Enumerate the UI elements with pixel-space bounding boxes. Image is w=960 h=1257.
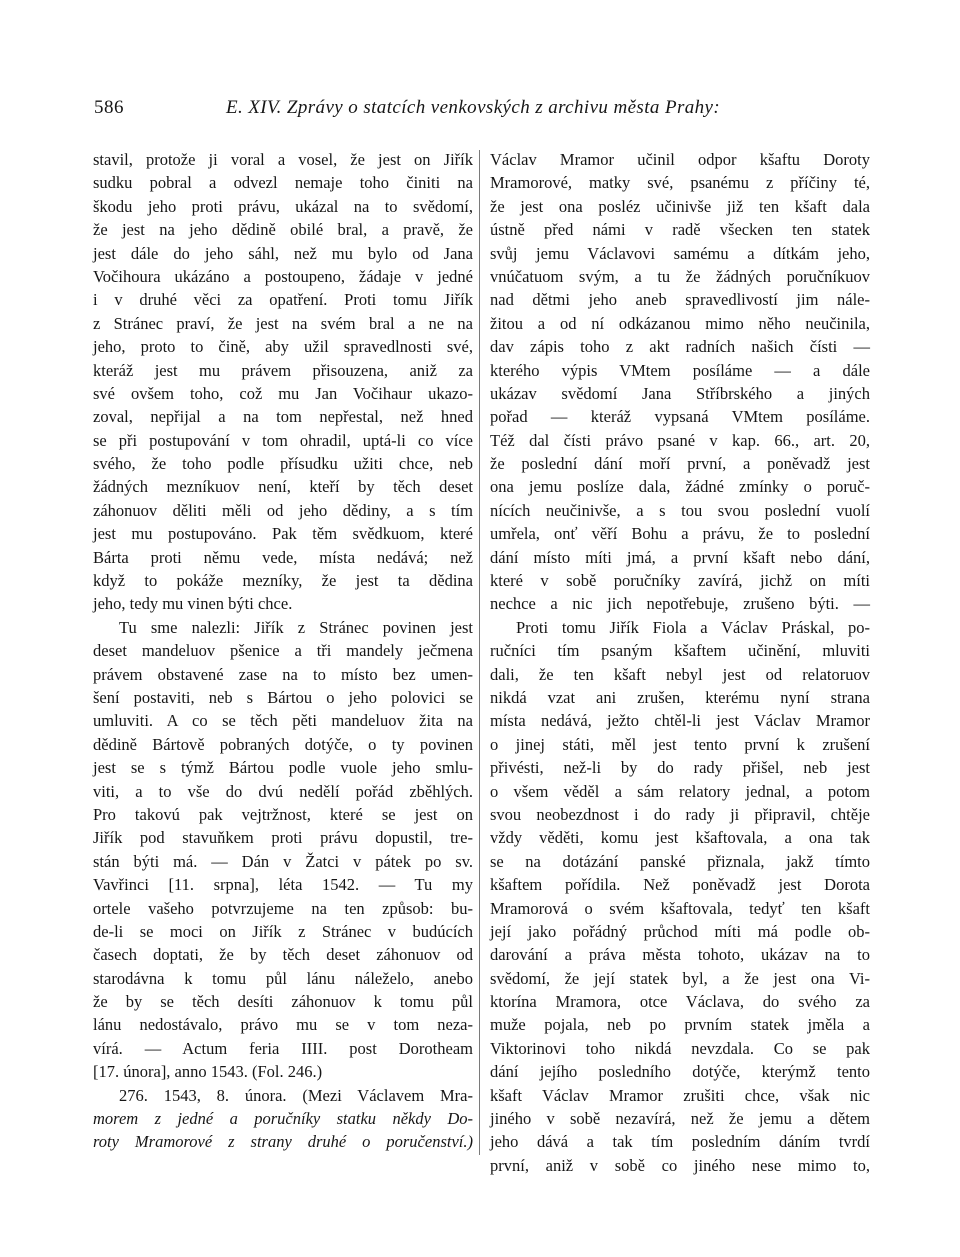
text-line: Václav Mramor učinil odpor kšaftu Doroty <box>490 150 870 169</box>
text-line: o všem věděl a sám relatory jednal, a potom <box>490 781 870 801</box>
text-line: umřela, onť věří Bohu a právu, že to poslední <box>490 524 870 544</box>
left-column <box>93 148 473 1154</box>
text-line: Vočihoura ukázáno a postoupeno, žádaje v jedné <box>93 266 473 286</box>
text-line: nechce a nic jich nepotřebuje, zrušeno býti. — <box>490 594 870 614</box>
running-title: E. XIV. Zprávy o statcích venkovských z archivu města Prahy: <box>226 97 721 118</box>
text-line: svědomí, že její statek byl, a že jest ona Vi- <box>490 968 870 988</box>
text-line: když to pokáže mezníky, že jest ta dědina <box>93 571 473 591</box>
text-line: viti, a to vše do dvú nedělí pořád zběhlých. <box>93 781 473 801</box>
text-line: dali, že ten kšaft nebyl jest od relatoruov <box>490 664 870 684</box>
text-line: jeho dává a tak tím posledním dáním tvrdí <box>490 1132 870 1152</box>
text-line: Tu sme nalezli: Jiřík z Stránec povinen jest <box>119 617 473 637</box>
page-number: 586 <box>94 97 124 118</box>
text-line: že by se těch desíti záhonuov k tomu půl <box>93 992 473 1012</box>
text-line: právem obstavené zase na to místo bez umen- <box>93 664 473 684</box>
text-line: morem z jedné a poručníky statku někdy Do- <box>93 1109 473 1129</box>
text-line: de-li se moci on Jiřík z Stránec v budúcích <box>93 921 473 941</box>
text-line: Proti tomu Jiřík Fiola a Václav Práskal, po- <box>516 617 870 637</box>
text-line: darování a práva města tohoto, ukázav na to <box>490 945 870 965</box>
text-line: deset mandeluov pšenice a tři mandely ječmena <box>93 641 473 661</box>
text-line: dání místo míti jmá, a první kšaft nebo dání, <box>490 547 870 567</box>
text-line: ona jemu poslíze dala, žádné zmínky o poruč- <box>490 477 870 497</box>
text-line: stavil, protože ji voral a vosel, že jest on Jiřík <box>93 150 473 169</box>
text-line: šení postaviti, neb s Bártou o jeho polovici se <box>93 687 473 707</box>
text-line: vždy věděti, komu jest kšaftovala, a ona tak <box>490 828 870 848</box>
text-line: stán býti má. — Dán v Žatci v pátek po sv. <box>93 851 473 871</box>
text-line: žádných mezníkuov není, kteří by těch deset <box>93 477 473 497</box>
text-line: vnúčatuom svým, a tu že žádných poručníkuov <box>490 266 870 286</box>
text-line: z Stránec praví, že jest na svém bral a ne na <box>93 313 473 333</box>
text-line: jiného v sobě nezavírá, než že jemu a dětem <box>490 1109 870 1129</box>
text-line: lánu nedostávalo, právo mu se v tom neza- <box>93 1015 473 1035</box>
text-line: [17. února], anno 1543. (Fol. 246.) <box>93 1062 323 1082</box>
text-line: Jiřík pod stavuňkem proti právu dopustil, tre- <box>93 828 473 848</box>
text-line: Viktorinovi toho nikdá nevzdala. Co se pak <box>490 1038 870 1058</box>
text-line: místa nedává, ježto chtěl-li jest Václav Mramor <box>490 711 870 731</box>
text-line: Vavřinci [11. srpna], léta 1542. — Tu my <box>93 875 473 895</box>
column-divider <box>479 150 480 1155</box>
text-line: že jest na jeho dědině obilé bral, a pravě, že <box>93 220 473 240</box>
text-line: ortele vašeho potvrzujeme na ten způsob: bu- <box>93 898 473 918</box>
text-line: dědině Bártově pobraných dotýče, o ty povinen <box>93 734 473 754</box>
text-line: umluviti. A co se těch pěti mandeluov žita na <box>93 711 473 731</box>
text-line: Mramorové, matky své, psanému z příčiny té, <box>490 173 870 193</box>
text-line: že poslední dání moří první, a poněvadž jest <box>490 454 870 474</box>
text-line: nikdá vzat ani zrušen, kterému nyní strana <box>490 687 870 707</box>
text-line: žitou a od ní odkázanou mimo něho neučinila, <box>490 313 870 333</box>
text-line: se na dotázání panské přiznala, jakž tímto <box>490 851 870 871</box>
text-line: jeho, tedy mu vinen býti chce. <box>93 594 293 614</box>
text-line: jeho, proto to čině, aby užil spravedlnosti své, <box>93 337 473 357</box>
text-line: roty Mramorové z strany druhé o poručenství.) <box>93 1132 473 1152</box>
text-line: muže pojala, neb po prvním statek jměla a <box>490 1015 870 1035</box>
text-line: kšaftem pořídila. Než poněvadž jest Dorota <box>490 875 870 895</box>
text-line: dání jejího posledního dotýče, kterýmž tento <box>490 1062 870 1082</box>
text-line: sudku pobral a odvezl nemaje toho činiti na <box>93 173 473 193</box>
text-line: škodu jeho proti právu, ukázal na to svědomí, <box>93 196 473 216</box>
text-line: jest mu postupováno. Pak těm svědkuom, které <box>93 524 473 544</box>
text-line: Bárta proti němu vede, místa nedává; než <box>93 547 473 567</box>
text-line: že jest ona posléz učinivše již ten kšaft dala <box>490 196 870 216</box>
text-line: jest se s týmž Bártou podle vuole jeho smlu- <box>93 758 473 778</box>
text-line: o jinej státi, měl jest tento první k zrušení <box>490 734 870 754</box>
running-head <box>94 97 874 125</box>
text-line: jest dále do jeho sáhl, než mu bylo od Jana <box>93 243 473 263</box>
text-line: svůj jemu Václavovi samému a dítkám jeho, <box>490 243 870 263</box>
text-line: starodávna k tomu půl lánu náleželo, anebo <box>93 968 473 988</box>
text-line: nad dětmi jeho aneb spravedlivostí jim nále- <box>490 290 870 310</box>
text-line: zoval, nepřijal a na tom nepřestal, než hned <box>93 407 473 427</box>
text-line: ukázav svědomí Jana Stříbrského a jiných <box>490 383 870 403</box>
text-line: ktorína Mramora, otce Václava, do svého za <box>490 992 870 1012</box>
text-line: své ovšem toho, což mu Jan Vočihaur ukazo- <box>93 383 473 403</box>
text-line: ústně před námi v radě všecken ten statek <box>490 220 870 240</box>
text-line: nících neučinivše, a s tou svou poslední vuolí <box>490 500 870 520</box>
text-line: pořad — kteráž vypsaná VMtem posíláme. <box>490 407 870 427</box>
text-line: kšaft Václav Mramor zrušiti chce, však nic <box>490 1085 870 1105</box>
text-line: svou neobezdnost i do rady ji připravil, chtěje <box>490 804 870 824</box>
right-column <box>490 148 870 1177</box>
text-line: se při postupování v tom ohradil, uptá-li co více <box>93 430 473 450</box>
text-line: i v druhé věci za opatření. Proti tomu Jiřík <box>93 290 473 310</box>
text-line: časech doptati, že by těch deset záhonuov od <box>93 945 473 965</box>
text-line: svého, že toho podle přísudku užiti chce, neb <box>93 454 473 474</box>
text-line: Též dal čísti právo psané v kap. 66., art. 20, <box>490 430 870 450</box>
text-line: kteráž jest mu právem přisouzena, aniž za <box>93 360 473 380</box>
text-line: přivésti, než-li by do rady přišel, neb jest <box>490 758 870 778</box>
text-line: první, aniž v sobě co jiného nese mimo to, <box>490 1155 870 1175</box>
text-line: vírá. — Actum feria IIII. post Dorotheam <box>93 1038 473 1058</box>
text-line: kterého výpis VMtem posíláme — a dále <box>490 360 870 380</box>
text-line: které v sobě poručníky zavírá, jichž on míti <box>490 571 870 591</box>
text-line: ručníci tím psaným kšaftem učinění, mluviti <box>490 641 870 661</box>
text-line: Pro takovú pak vejtržnost, které se jest on <box>93 804 473 824</box>
text-line: 276. 1543, 8. února. (Mezi Václavem Mra- <box>119 1085 473 1105</box>
text-line: Mramorová o svém kšaftovala, tedyť ten kšaft <box>490 898 870 918</box>
text-line: dav zápis toho z akt radních našich čísti — <box>490 337 870 357</box>
text-line: záhonuov děliti měli od jeho dědiny, a s tím <box>93 500 473 520</box>
text-line: její jako pořádný průchod míti má podle ob- <box>490 921 870 941</box>
